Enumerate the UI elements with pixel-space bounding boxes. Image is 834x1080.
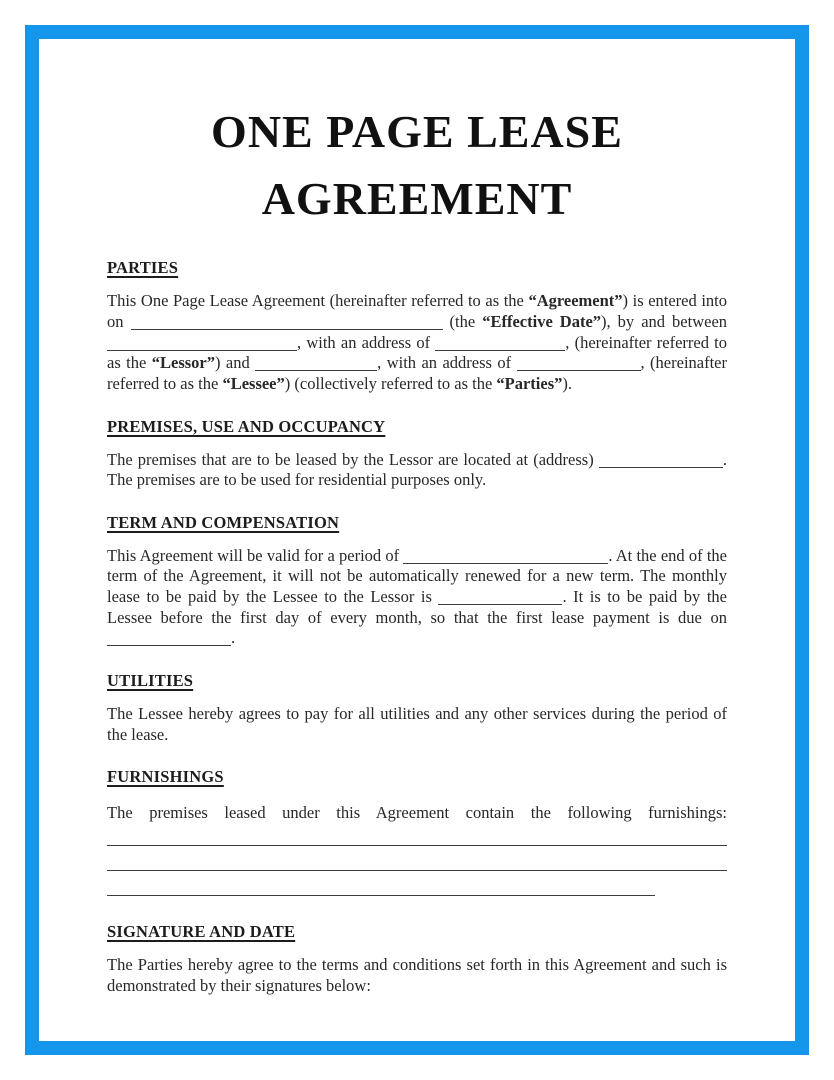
blank-fill-line [107, 879, 655, 897]
bold-text: “Lessee” [222, 373, 285, 393]
text-run: ) is entered into on [107, 291, 727, 331]
section-premises-use-and-occupancy [107, 417, 727, 491]
paragraph [107, 800, 727, 900]
blank-fill-line [107, 854, 727, 872]
title-line-2: AGREEMENT [261, 172, 573, 224]
text-run: . At the end of the term of the Agreement, it will not be automatically renewed for a new term. The monthly lease to be paid by the Lessee to the Lessor is [107, 545, 727, 606]
document-title [107, 99, 727, 232]
text-run: The Parties hereby agree to the terms and conditions set forth in this Agreement and such is demonstrated by their signatures below: [107, 955, 727, 995]
paragraph [107, 955, 727, 996]
blank-fill-line [255, 354, 377, 372]
section-heading: FURNISHINGS [107, 767, 224, 787]
text-run: . The premises are to be used for residential purposes only. [107, 449, 727, 490]
section-heading: TERM AND COMPENSATION [107, 512, 340, 532]
bold-text: “Lessor” [151, 353, 215, 373]
paragraph [107, 546, 727, 649]
blank-fill-line [435, 333, 565, 351]
text-run: This Agreement will be valid for a period of [107, 545, 404, 565]
paragraph [107, 291, 727, 394]
blank-fill-line [403, 546, 608, 564]
title-line-1: ONE PAGE LEASE [211, 106, 623, 157]
text-run: , with an address of [297, 332, 436, 352]
section-heading: PREMISES, USE AND OCCUPANCY [107, 416, 386, 436]
blank-fill-line [517, 354, 641, 372]
section-heading: SIGNATURE AND DATE [107, 922, 296, 942]
text-run: ). [562, 373, 573, 393]
blank-fill-line [131, 313, 443, 331]
paragraph [107, 704, 727, 745]
bold-text: “Parties” [496, 373, 563, 393]
text-run: . It is to be paid by the Lessee before the first day of every month, so that the first lease payment is due on [107, 587, 728, 627]
blue-border-frame [25, 25, 809, 1055]
text-run: ) and [215, 353, 256, 373]
text-run: . [231, 628, 236, 648]
blank-fill-line [107, 333, 297, 351]
bold-text: “Agreement” [528, 291, 623, 311]
section-utilities [107, 671, 727, 745]
section-parties [107, 258, 727, 394]
text-run: , (hereinafter referred to as the [107, 353, 727, 393]
text-run: (the [442, 312, 483, 331]
text-run: The premises that are to be leased by the Lessor are located at (address) [107, 449, 599, 469]
section-signature-and-date [107, 922, 727, 996]
sections [107, 258, 727, 996]
blank-fill-line [438, 588, 562, 606]
bold-text: “Effective Date” [482, 312, 602, 331]
text-run: , (hereinafter referred to as the [107, 332, 727, 373]
text-run: The Lessee hereby agrees to pay for all utilities and any other services during the period of the lease. [107, 703, 727, 744]
section-furnishings [107, 767, 727, 900]
blank-fill-line [107, 629, 231, 647]
text-run: The premises leased under this Agreement contain the following furnishings: [107, 803, 727, 823]
paragraph [107, 450, 727, 491]
section-term-and-compensation [107, 513, 727, 649]
blank-fill-line [107, 829, 727, 847]
text-run: ) (collectively referred to as the [284, 373, 497, 393]
section-heading: PARTIES [107, 258, 179, 278]
text-run: This One Page Lease Agreement (hereinafter referred to as the [107, 291, 529, 311]
text-run: , with an address of [377, 353, 517, 373]
section-heading: UTILITIES [107, 670, 194, 690]
blank-fill-line [599, 450, 723, 468]
text-run: ), by and between [601, 312, 728, 331]
